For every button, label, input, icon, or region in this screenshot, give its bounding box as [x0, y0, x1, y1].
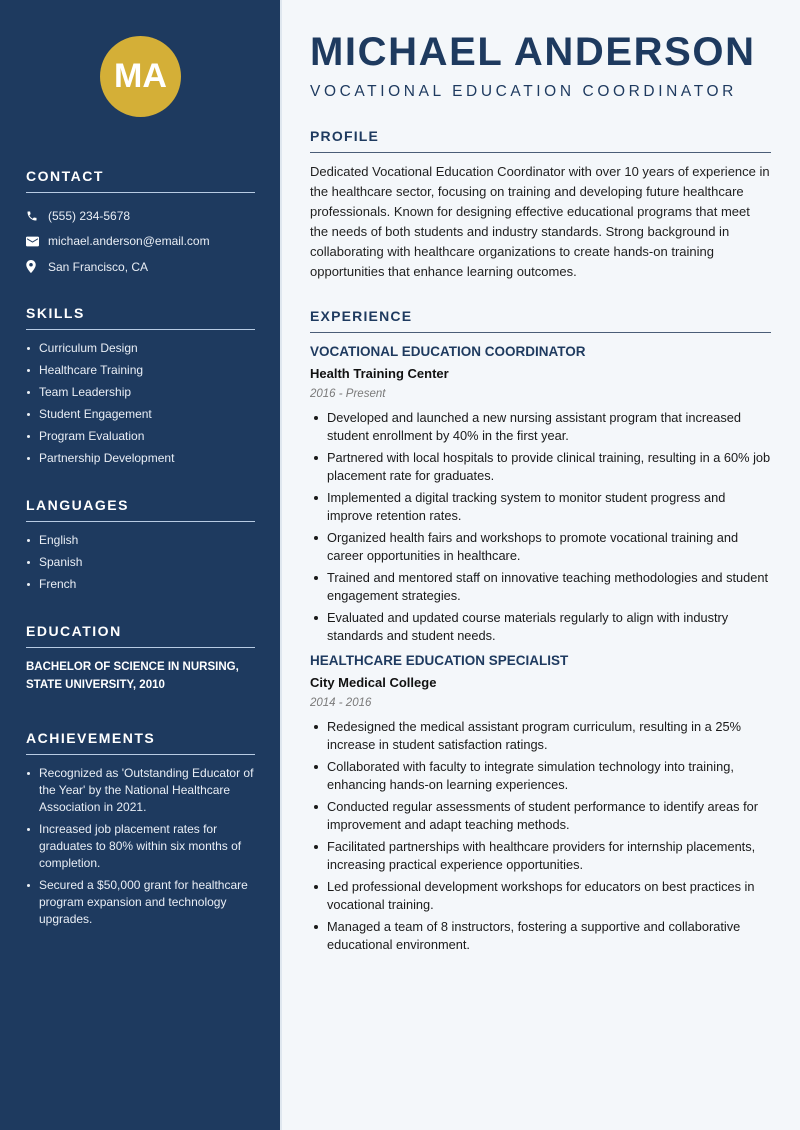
job-bullet: Facilitated partnerships with healthcare providers for internship placements, increasing practical experience opportunities. — [310, 838, 771, 874]
experience-heading: EXPERIENCE — [310, 308, 771, 333]
candidate-name: MICHAEL ANDERSON — [310, 30, 756, 74]
job-bullet: Developed and launched a new nursing assistant program that increased student enrollment by 40% in the first year. — [310, 409, 771, 445]
job-bullet: Collaborated with faculty to integrate simulation technology into training, enhancing hands-on learning experiences. — [310, 758, 771, 794]
skill-item: Team Leadership — [26, 384, 255, 401]
language-item: Spanish — [26, 554, 255, 571]
skill-item: Program Evaluation — [26, 428, 255, 445]
phone-text: (555) 234-5678 — [48, 208, 131, 223]
job-role: HEALTHCARE EDUCATION SPECIALIST — [310, 653, 569, 668]
contact-location — [26, 254, 255, 280]
achievement-item: Increased job placement rates for graduates to 80% within six months of completion. — [26, 821, 255, 872]
skills-list — [26, 340, 255, 467]
sidebar — [0, 0, 280, 1130]
candidate-title: VOCATIONAL EDUCATION COORDINATOR — [310, 83, 737, 100]
education-heading: EDUCATION — [26, 623, 255, 648]
job-bullet: Redesigned the medical assistant program curriculum, resulting in a 25% increase in student satisfaction ratings. — [310, 718, 771, 754]
skills-section — [26, 305, 255, 472]
job-dates: 2016 - Present — [310, 388, 386, 400]
phone-icon — [26, 210, 48, 222]
job-bullet: Evaluated and updated course materials regularly to align with industry standards and student needs. — [310, 609, 771, 645]
avatar — [100, 36, 181, 117]
achievement-item: Recognized as 'Outstanding Educator of the Year' by the National Healthcare Association in 2021. — [26, 765, 255, 816]
email-text[interactable]: michael.anderson@email.com — [48, 234, 210, 249]
job-role: VOCATIONAL EDUCATION COORDINATOR — [310, 344, 586, 359]
job-company: Health Training Center — [310, 366, 449, 381]
skill-item: Curriculum Design — [26, 340, 255, 357]
job-bullets — [310, 409, 771, 645]
skill-item: Healthcare Training — [26, 362, 255, 379]
achievements-section — [26, 730, 255, 933]
job-bullets — [310, 718, 771, 954]
job-bullet: Partnered with local hospitals to provide clinical training, resulting in a 60% job placement rate for graduates. — [310, 449, 771, 485]
skill-item: Student Engagement — [26, 406, 255, 423]
email-icon — [26, 236, 48, 247]
achievement-item: Secured a $50,000 grant for healthcare program expansion and technology upgrades. — [26, 877, 255, 928]
contact-phone — [26, 203, 255, 229]
profile-summary: Dedicated Vocational Education Coordinator with over 10 years of experience in the healthcare sector, focusing on training and developing future healthcare professionals. Known for designing effective educational programs that meet the needs of both students and industry standards. Strong background in collaborating with healthcare organizations to create hands-on training opportunities that enhance learning outcomes. — [310, 164, 770, 279]
contact-email — [26, 229, 255, 255]
job-bullet: Implemented a digital tracking system to monitor student progress and improve retention rates. — [310, 489, 771, 525]
contact-section — [26, 168, 255, 280]
job-bullet: Organized health fairs and workshops to promote vocational training and career opportunities in healthcare. — [310, 529, 771, 565]
experience-section — [310, 308, 771, 958]
achievements-heading: ACHIEVEMENTS — [26, 730, 255, 755]
job-entry — [310, 651, 771, 954]
skills-heading: SKILLS — [26, 305, 255, 330]
location-text: San Francisco, CA — [48, 259, 149, 274]
languages-section — [26, 497, 255, 598]
contact-heading: CONTACT — [26, 168, 255, 193]
avatar-initials: MA — [114, 57, 167, 95]
job-bullet: Conducted regular assessments of student performance to identify areas for improvement and adapt teaching methods. — [310, 798, 771, 834]
job-entry — [310, 342, 771, 645]
profile-heading: PROFILE — [310, 128, 771, 153]
language-item: French — [26, 576, 255, 593]
job-dates: 2014 - 2016 — [310, 697, 372, 709]
sidebar-divider — [280, 0, 282, 1130]
languages-list — [26, 532, 255, 593]
achievements-list — [26, 765, 255, 928]
job-bullet: Managed a team of 8 instructors, fostering a supportive and collaborative educational environment. — [310, 918, 771, 954]
job-bullet: Led professional development workshops for educators on best practices in vocational training. — [310, 878, 771, 914]
skill-item: Partnership Development — [26, 450, 255, 467]
job-company: City Medical College — [310, 675, 437, 690]
languages-heading: LANGUAGES — [26, 497, 255, 522]
language-item: English — [26, 532, 255, 549]
education-section — [26, 623, 255, 694]
job-bullet: Trained and mentored staff on innovative teaching methodologies and student engagement strategies. — [310, 569, 771, 605]
education-school: STATE UNIVERSITY, 2010 — [26, 679, 165, 691]
education-degree: BACHELOR OF SCIENCE IN NURSING, — [26, 661, 239, 673]
profile-section — [310, 128, 771, 282]
location-icon — [26, 260, 48, 273]
